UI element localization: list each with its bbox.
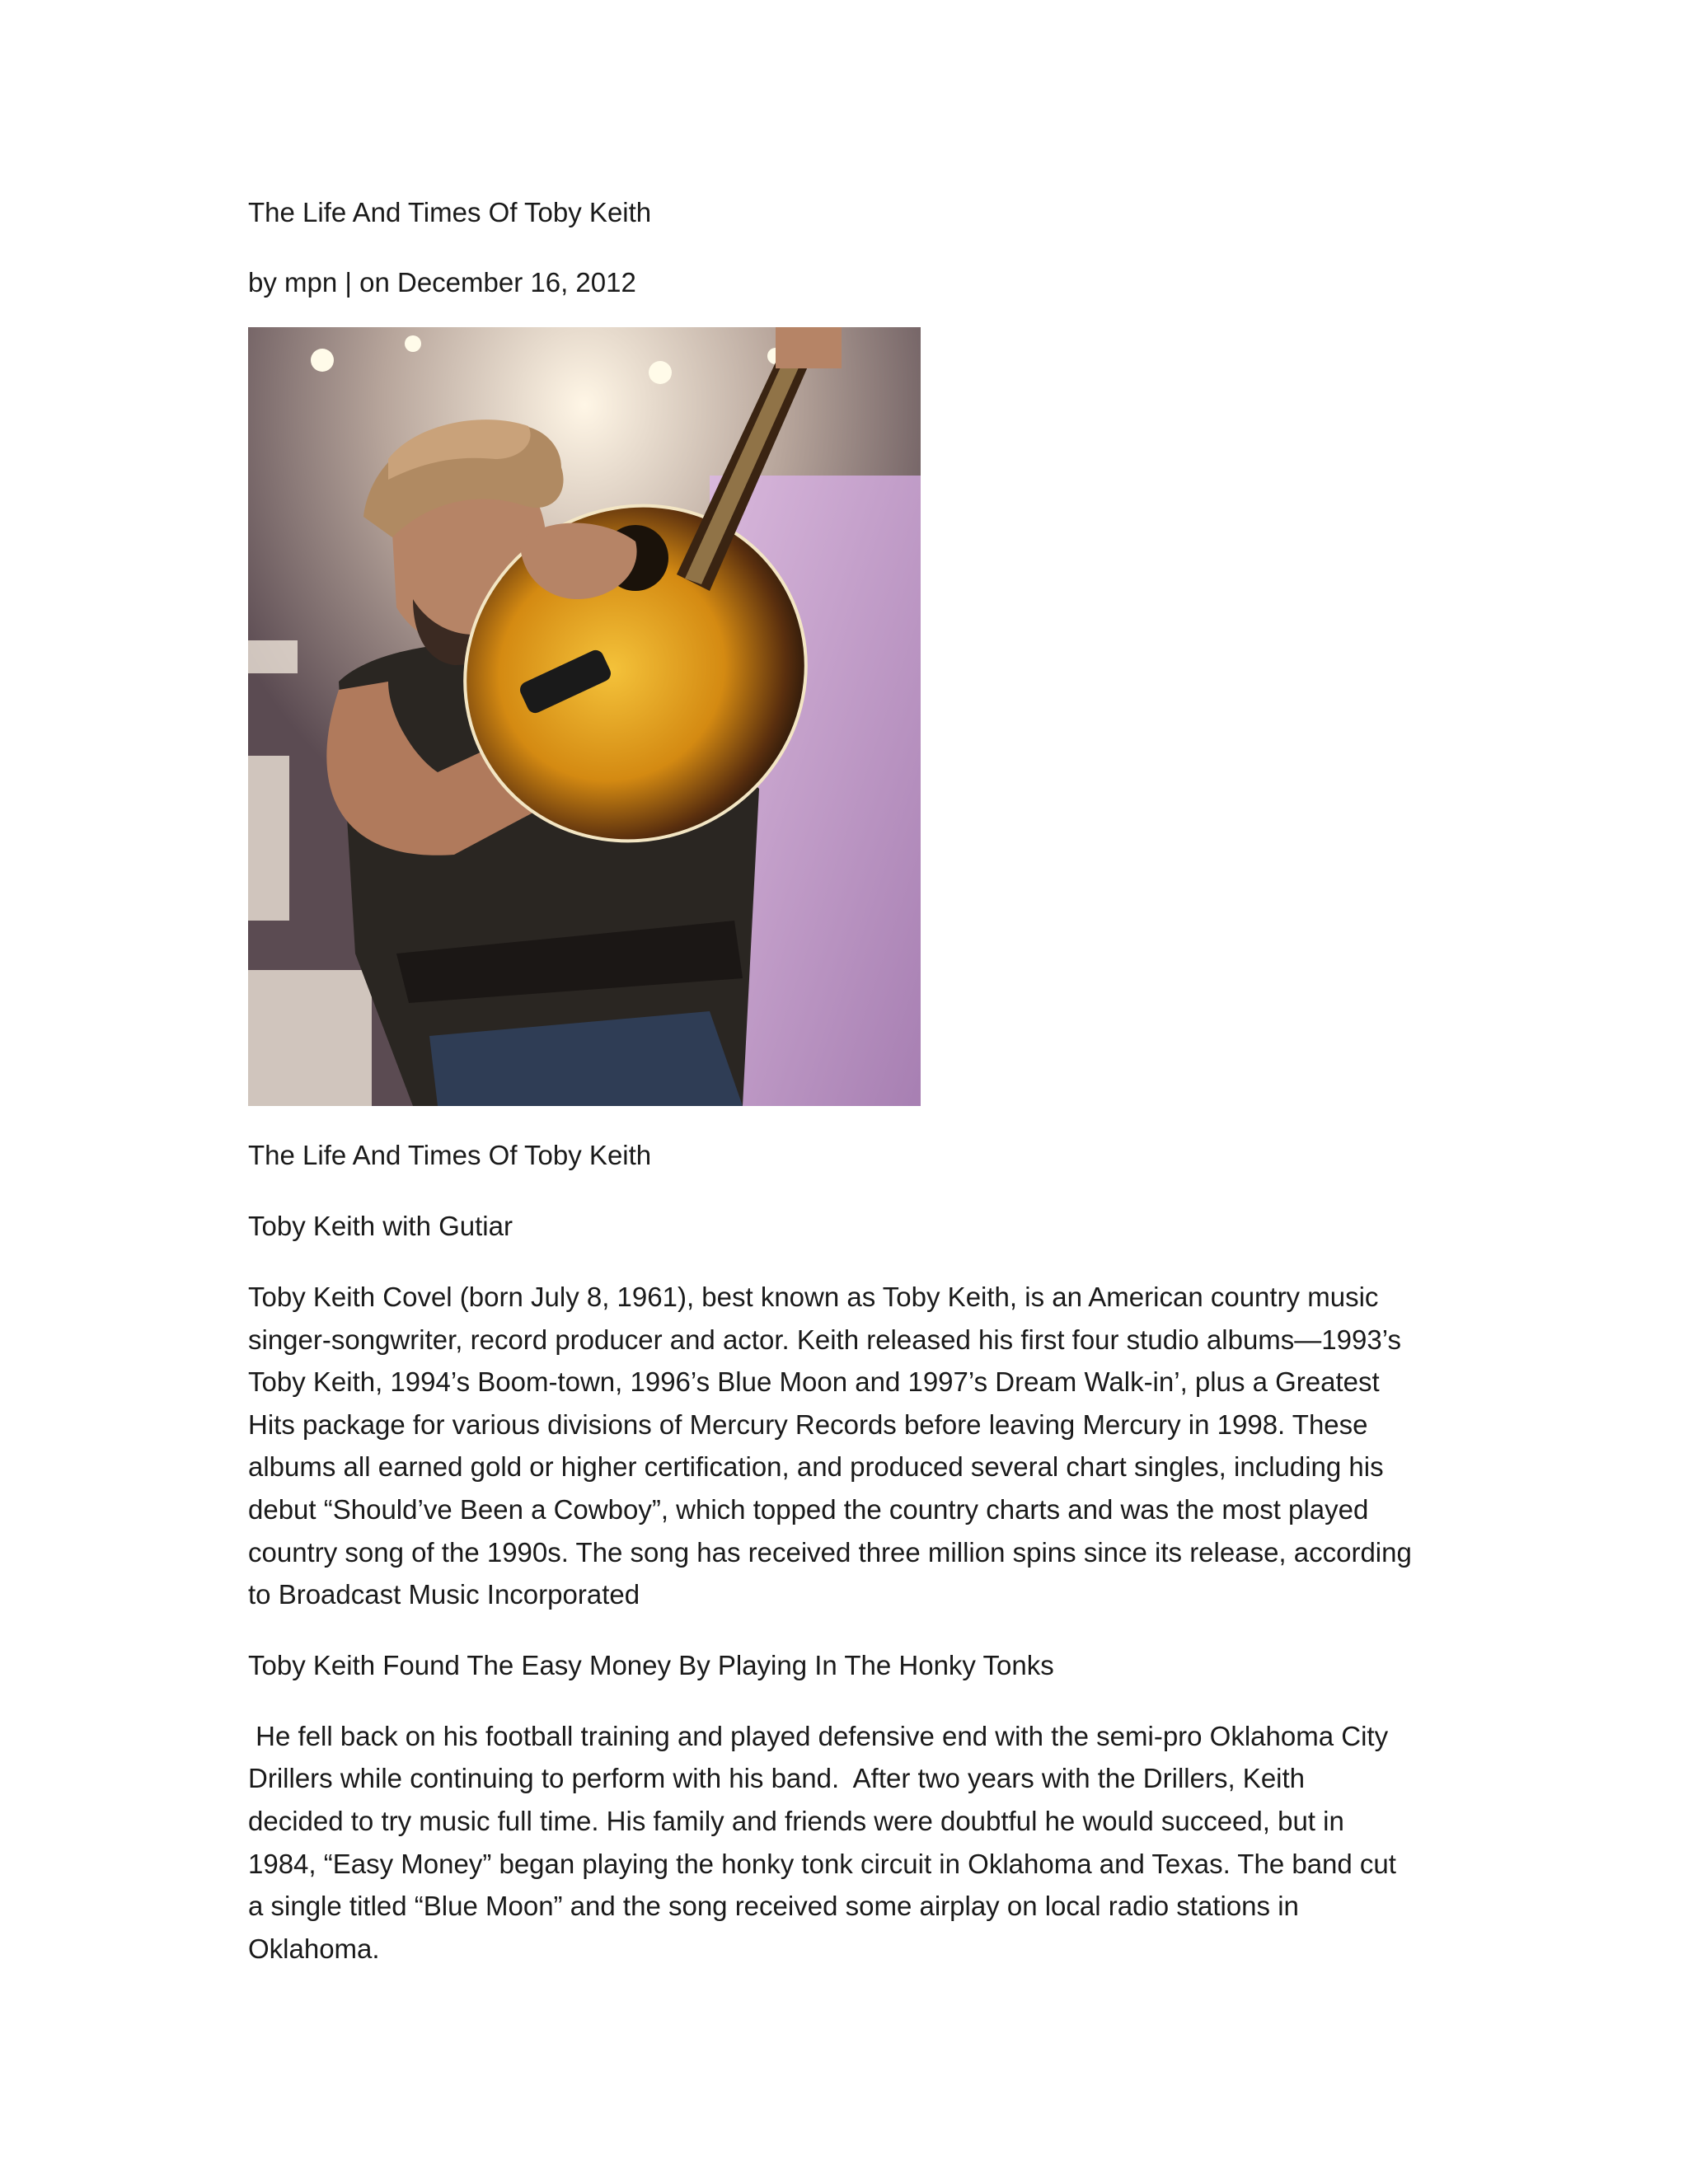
paragraph-2-line: Drillers while continuing to perform with his band. After two years with the Drillers, Keith (248, 1763, 1306, 1794)
section-heading: Toby Keith Found The Easy Money By Playing In The Honky Tonks (248, 1649, 1054, 1680)
paragraph-1-line: Toby Keith Covel (born July 8, 1961), best known as Toby Keith, is an American country music (248, 1282, 1379, 1312)
paragraph-2-line: decided to try music full time. His family and friends were doubtful he would succeed, but in (248, 1805, 1344, 1836)
article (248, 191, 1451, 1998)
paragraph-1-line: Hits package for various divisions of Mercury Records before leaving Mercury in 1998. These (248, 1408, 1368, 1440)
paragraph-2-line: 1984, “Easy Money” began playing the honky tonk circuit in Oklahoma and Texas. The band cut (248, 1848, 1396, 1879)
paragraph-1 (248, 1276, 1451, 1616)
photo-caption-title: The Life And Times Of Toby Keith (248, 1140, 652, 1170)
paragraph-2-line: a single titled “Blue Moon” and the song received some airplay on local radio stations in (248, 1891, 1299, 1922)
paragraph-1-line: albums all earned gold or higher certification, and produced several chart singles, including his (248, 1451, 1384, 1483)
paragraph-1-line: debut “Should’ve Been a Cowboy”, which topped the country charts and was the most played (248, 1493, 1369, 1525)
paragraph-1-line: singer-songwriter, record producer and actor. Keith released his first four studio albums—1993’s (248, 1324, 1401, 1355)
paragraph-2-line: Oklahoma. (248, 1933, 380, 1964)
article-byline: by mpn | on December 16, 2012 (248, 267, 636, 298)
article-title: The Life And Times Of Toby Keith (248, 197, 652, 227)
photo-caption-sub: Toby Keith with Gutiar (248, 1211, 513, 1241)
article-photo (248, 327, 921, 1106)
paragraph-1-line: country song of the 1990s. The song has received three million spins since its release, according (248, 1536, 1412, 1568)
paragraph-2 (248, 1715, 1451, 1971)
paragraph-1-line: Toby Keith, 1994’s Boom-town, 1996’s Blue Moon and 1997’s Dream Walk-in’, plus a Greatest (248, 1366, 1380, 1398)
paragraph-1-line: to Broadcast Music Incorporated (248, 1579, 640, 1610)
paragraph-2-line: He fell back on his football training and played defensive end with the semi-pro Oklahoma City (248, 1720, 1389, 1751)
